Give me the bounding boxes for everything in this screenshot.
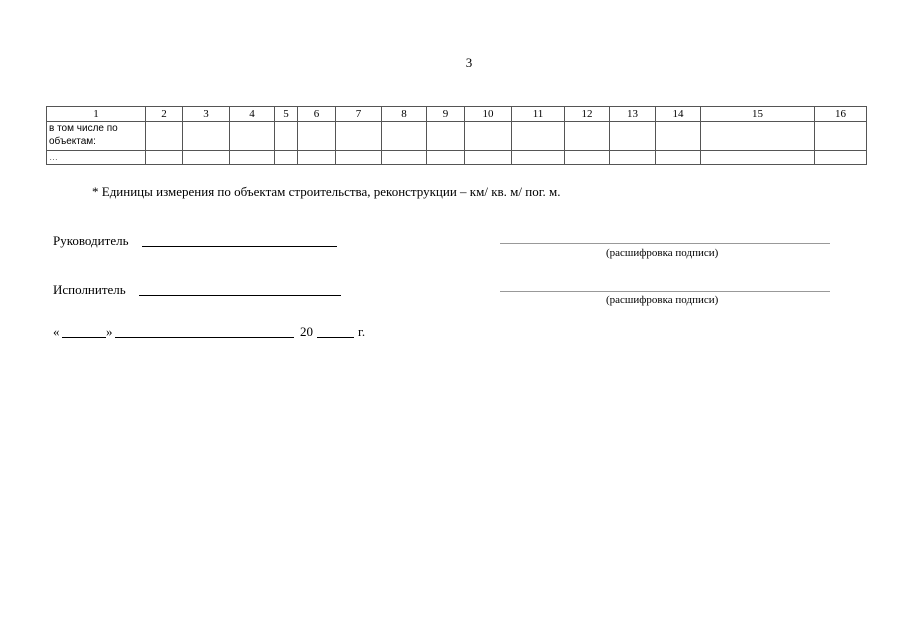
column-header: 14	[656, 107, 701, 122]
day-line[interactable]	[62, 337, 106, 338]
table-cell	[427, 122, 465, 151]
table-cell	[512, 122, 565, 151]
row-label: …	[47, 151, 146, 165]
row-label: в том числе по объектам:	[47, 122, 146, 151]
table-cell	[656, 122, 701, 151]
executor-signature-line[interactable]	[139, 295, 341, 296]
table-cell	[465, 122, 512, 151]
table-cell	[565, 151, 610, 165]
units-footnote: * Единицы измерения по объектам строительства, реконструкции – км/ кв. м/ пог. м.	[92, 184, 561, 199]
table-cell	[382, 122, 427, 151]
page-number: 3	[465, 55, 473, 70]
column-header: 7	[336, 107, 382, 122]
executor-decode-caption: (расшифровка подписи)	[606, 294, 719, 306]
column-header: 5	[275, 107, 298, 122]
table-cell	[701, 151, 815, 165]
table-cell	[565, 122, 610, 151]
column-header: 10	[465, 107, 512, 122]
head-decode-line[interactable]	[500, 243, 830, 244]
column-header: 2	[146, 107, 183, 122]
executor-decode-line[interactable]	[500, 291, 830, 292]
column-header: 3	[183, 107, 230, 122]
head-decode-caption: (расшифровка подписи)	[606, 247, 719, 259]
table-cell	[336, 151, 382, 165]
table-cell	[815, 151, 867, 165]
column-header: 16	[815, 107, 867, 122]
column-header: 8	[382, 107, 427, 122]
executor-label: Исполнитель	[53, 282, 126, 297]
table-cell	[336, 122, 382, 151]
table-cell	[298, 122, 336, 151]
table-cell	[146, 122, 183, 151]
table-cell	[427, 151, 465, 165]
column-header: 4	[230, 107, 275, 122]
column-header: 9	[427, 107, 465, 122]
table-header-row	[47, 107, 867, 122]
head-signature-line[interactable]	[142, 246, 337, 247]
date-open-quote: «	[53, 324, 60, 339]
table-cell	[512, 151, 565, 165]
table-cell	[610, 151, 656, 165]
column-header: 15	[701, 107, 815, 122]
table-cell	[465, 151, 512, 165]
table-cell	[815, 122, 867, 151]
report-table	[46, 106, 867, 165]
table-cell	[701, 122, 815, 151]
table-cell	[610, 122, 656, 151]
column-header: 12	[565, 107, 610, 122]
table-cell	[230, 151, 275, 165]
year-line[interactable]	[317, 337, 354, 338]
table-cell	[183, 122, 230, 151]
column-header: 11	[512, 107, 565, 122]
month-line[interactable]	[115, 337, 294, 338]
column-header: 13	[610, 107, 656, 122]
year-prefix: 20	[300, 324, 313, 339]
table-cell	[275, 122, 298, 151]
table-row	[47, 151, 867, 165]
date-close-quote: »	[106, 324, 113, 339]
table-cell	[146, 151, 183, 165]
table-cell	[382, 151, 427, 165]
year-suffix: г.	[358, 324, 366, 339]
table-cell	[298, 151, 336, 165]
column-header: 6	[298, 107, 336, 122]
table-cell	[275, 151, 298, 165]
column-header: 1	[47, 107, 146, 122]
table-row	[47, 122, 867, 151]
head-label: Руководитель	[53, 233, 129, 248]
table-cell	[183, 151, 230, 165]
table-cell	[656, 151, 701, 165]
table-cell	[230, 122, 275, 151]
